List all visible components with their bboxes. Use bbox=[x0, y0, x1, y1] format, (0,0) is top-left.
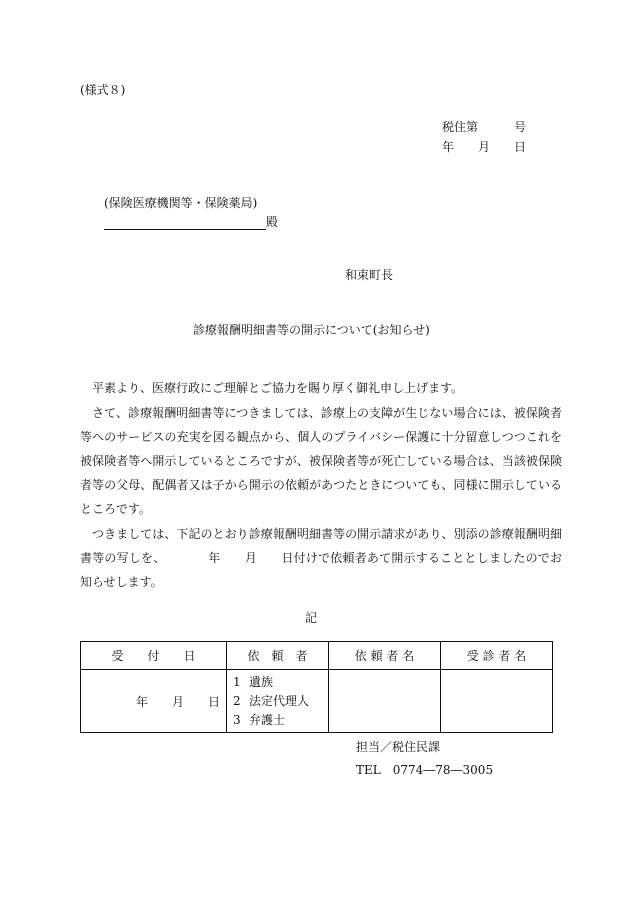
body-paragraph-2: さて、診療報酬明細書等につきましては、診療上の支障が生じない場合には、被保険者等へのサービスの充実を図る観点から、個人のプライバシー保護に十分留意しつつこれを被保険者等へ開示しているところですが、被保険者等が死亡している場合は、当該被保険者等の父母、配偶者又は子から開示の依頼があつたときについても、同様に開示しているところです。 bbox=[80, 406, 562, 516]
body-paragraph-3: つきましては、下記のとおり診療報酬明細書等の開示請求があり、別添の診療報酬明細書等の写しを、 年 月 日付けで依頼者あて開示することとしましたのでお知らせします。 bbox=[80, 527, 562, 589]
reference-number: 税住第 号 bbox=[442, 120, 527, 134]
header-requester: 依 頼 者 bbox=[227, 642, 329, 670]
document-title: 診療報酬明細書等の開示について(お知らせ) bbox=[193, 323, 430, 337]
header-requester-name: 依 頼 者 名 bbox=[329, 642, 441, 670]
table-row bbox=[81, 670, 553, 733]
addressee-line bbox=[104, 213, 278, 230]
addressee-organization: (保険医療機関等・保険薬局) bbox=[104, 196, 258, 210]
header-received-date: 受 付 日 bbox=[81, 642, 227, 670]
ki-heading: 記 bbox=[305, 611, 318, 625]
issue-date: 年 月 日 bbox=[442, 140, 527, 154]
received-date-cell: 年 月 日 bbox=[81, 670, 227, 733]
header-patient-name: 受 診 者 名 bbox=[441, 642, 553, 670]
requester-cell bbox=[227, 670, 329, 733]
requester-option-legal-rep: 2 法定代理人 bbox=[233, 693, 310, 708]
contact-department: 担当／税住民課 bbox=[356, 740, 441, 754]
requester-name-cell bbox=[329, 670, 441, 733]
request-table bbox=[80, 641, 553, 733]
addressee-honorific: 殿 bbox=[266, 215, 279, 229]
patient-name-cell bbox=[441, 670, 553, 733]
requester-option-bereaved: 1 遺族 bbox=[233, 674, 274, 689]
addressee-blank bbox=[104, 217, 266, 230]
requester-option-lawyer: 3 弁護士 bbox=[233, 712, 286, 727]
body-paragraph-1: 平素より、医療行政にご理解とご協力を賜り厚く御礼申し上げます。 bbox=[80, 381, 464, 395]
contact-telephone: TEL 0774―78―3005 bbox=[356, 763, 494, 777]
sender: 和束町長 bbox=[345, 268, 394, 282]
table-header-row bbox=[81, 642, 553, 670]
form-number: (様式８) bbox=[80, 83, 126, 97]
requester-options bbox=[227, 673, 328, 730]
